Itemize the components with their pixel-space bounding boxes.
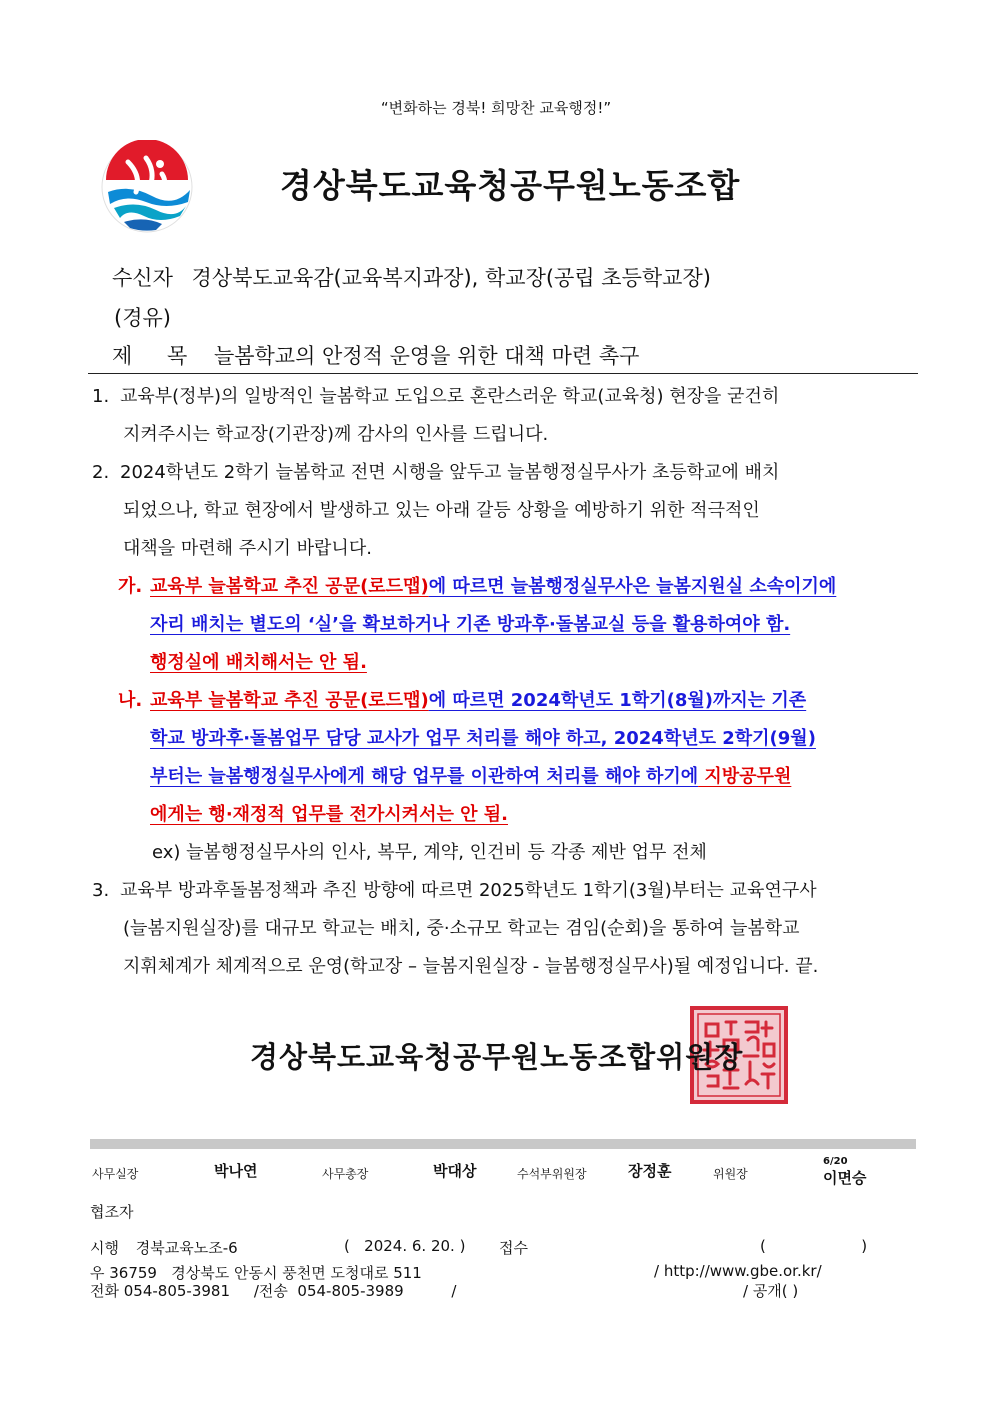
enforce-line bbox=[90, 1237, 238, 1258]
approval-name: 박대상 bbox=[433, 1162, 477, 1180]
paragraph-text: 지켜주시는 학교장(기관장)께 감사의 인사를 드립니다. bbox=[123, 424, 549, 445]
via: (경유) bbox=[114, 306, 171, 330]
contact-line: 전화 054-805-3981 /전송 054-805-3989 / bbox=[90, 1282, 457, 1300]
signature-title: 경상북도교육청공무원노동조합위원장 bbox=[250, 1040, 744, 1074]
header-divider bbox=[88, 373, 918, 374]
subject-line bbox=[112, 340, 639, 370]
example-line: ex) 늘봄행정실무사의 인사, 복무, 계약, 인건비 등 각종 제반 업무 전체 bbox=[152, 842, 707, 863]
subject: 늘봄학교의 안정적 운영을 위한 대책 마련 촉구 bbox=[213, 344, 640, 368]
postal-address: 우 36759 경상북도 안동시 풍천면 도청대로 511 bbox=[90, 1264, 422, 1282]
highlight-red: 교육부 늘봄학교 추진 공문(로드맵) bbox=[150, 576, 429, 597]
paragraph-2 bbox=[92, 454, 779, 568]
enforce-date: ( 2024. 6. 20. ) bbox=[344, 1237, 466, 1255]
receipt-label: 접수 bbox=[499, 1239, 528, 1257]
subject-label: 제 목 bbox=[112, 344, 202, 368]
paragraph-text: (늘봄지원실장)를 대규모 학교는 배치, 중·소규모 학교는 겸임(순회)을 통하여 늘봄학교 bbox=[123, 918, 800, 939]
approval-name: 장정훈 bbox=[628, 1162, 672, 1180]
recipient-label: 수신자 bbox=[112, 266, 173, 290]
paragraph-text: 지휘체계가 체계적으로 운영(학교장 – 늘봄지원실장 - 늘봄행정실무사)될 예정입니다. 끝. bbox=[123, 956, 819, 977]
approval-name: 이면승 bbox=[823, 1169, 867, 1187]
highlight-blue: 학교 방과후·돌봄업무 담당 교사가 업무 처리를 해야 하고, 2024학년도 2학기(9월) bbox=[150, 728, 816, 749]
paragraph-text: 대책을 마련해 주시기 바랍니다. bbox=[123, 538, 372, 559]
paragraph-text: 되었으나, 학교 현장에서 발생하고 있는 아래 갈등 상황을 예방하기 위한 적극적인 bbox=[123, 500, 760, 521]
item-na bbox=[118, 682, 816, 834]
cooperator-label: 협조자 bbox=[90, 1203, 134, 1221]
union-logo-icon bbox=[100, 140, 194, 234]
approval-role: 위원장 bbox=[713, 1167, 748, 1181]
website-link[interactable]: / http://www.gbe.or.kr/ bbox=[654, 1262, 822, 1280]
highlight-blue: 부터는 늘봄행정실무사에게 해당 업무를 이관하여 처리를 해야 하기에 bbox=[150, 766, 699, 787]
disclosure: / 공개( ) bbox=[743, 1282, 799, 1300]
highlight-red: 에게는 행·재정적 업무를 전가시켜서는 안 됨. bbox=[150, 804, 508, 825]
receipt-paren: ( ) bbox=[760, 1237, 868, 1255]
recipient: 경상북도교육감(교육복지과장), 학교장(공립 초등학교장) bbox=[191, 266, 711, 290]
enforce-label: 시행 bbox=[90, 1239, 119, 1257]
slogan: “변화하는 경북! 희망찬 교육행정!” bbox=[380, 99, 612, 117]
doc-number: 경북교육노조-6 bbox=[135, 1239, 238, 1257]
paragraph-text: 교육부(정부)의 일방적인 늘봄학교 도입으로 혼란스러운 학교(교육청) 현장을 굳건히 bbox=[120, 386, 780, 407]
paragraph-text: 2024학년도 2학기 늘봄학교 전면 시행을 앞두고 늘봄행정실무사가 초등학교에 배치 bbox=[120, 462, 780, 483]
approval-name: 박나연 bbox=[214, 1162, 258, 1180]
item-ga bbox=[118, 568, 836, 682]
recipient-line bbox=[112, 262, 711, 292]
highlight-red: 지방공무원 bbox=[698, 766, 792, 787]
approval-divider bbox=[90, 1139, 916, 1149]
paragraph-1 bbox=[92, 378, 779, 454]
approval-role: 사무실장 bbox=[92, 1167, 139, 1181]
highlight-blue: 자리 배치는 별도의 ‘실’을 확보하거나 기존 방과후·돌봄교실 등을 활용하여야 함. bbox=[150, 614, 791, 635]
highlight-blue: 에 따르면 2024학년도 1학기(8월)까지는 기존 bbox=[428, 690, 807, 711]
paragraph-number: 3. bbox=[92, 880, 110, 901]
item-marker: 나. bbox=[118, 690, 143, 711]
highlight-blue: 에 따르면 늘봄행정실무사은 늘봄지원실 소속이기에 bbox=[428, 576, 837, 597]
union-name: 경상북도교육청공무원노동조합 bbox=[280, 166, 741, 205]
item-marker: 가. bbox=[118, 576, 143, 597]
approval-role: 수석부위원장 bbox=[517, 1167, 587, 1181]
paragraph-3 bbox=[92, 872, 818, 986]
approval-date: 6/20 bbox=[823, 1156, 848, 1167]
paragraph-number: 1. bbox=[92, 386, 110, 407]
highlight-red: 행정실에 배치해서는 안 됨. bbox=[150, 652, 367, 673]
approval-role: 사무총장 bbox=[322, 1167, 369, 1181]
paragraph-text: 교육부 방과후돌봄정책과 추진 방향에 따르면 2025학년도 1학기(3월)부터는 교육연구사 bbox=[120, 880, 817, 901]
highlight-red: 교육부 늘봄학교 추진 공문(로드맵) bbox=[150, 690, 429, 711]
paragraph-number: 2. bbox=[92, 462, 110, 483]
